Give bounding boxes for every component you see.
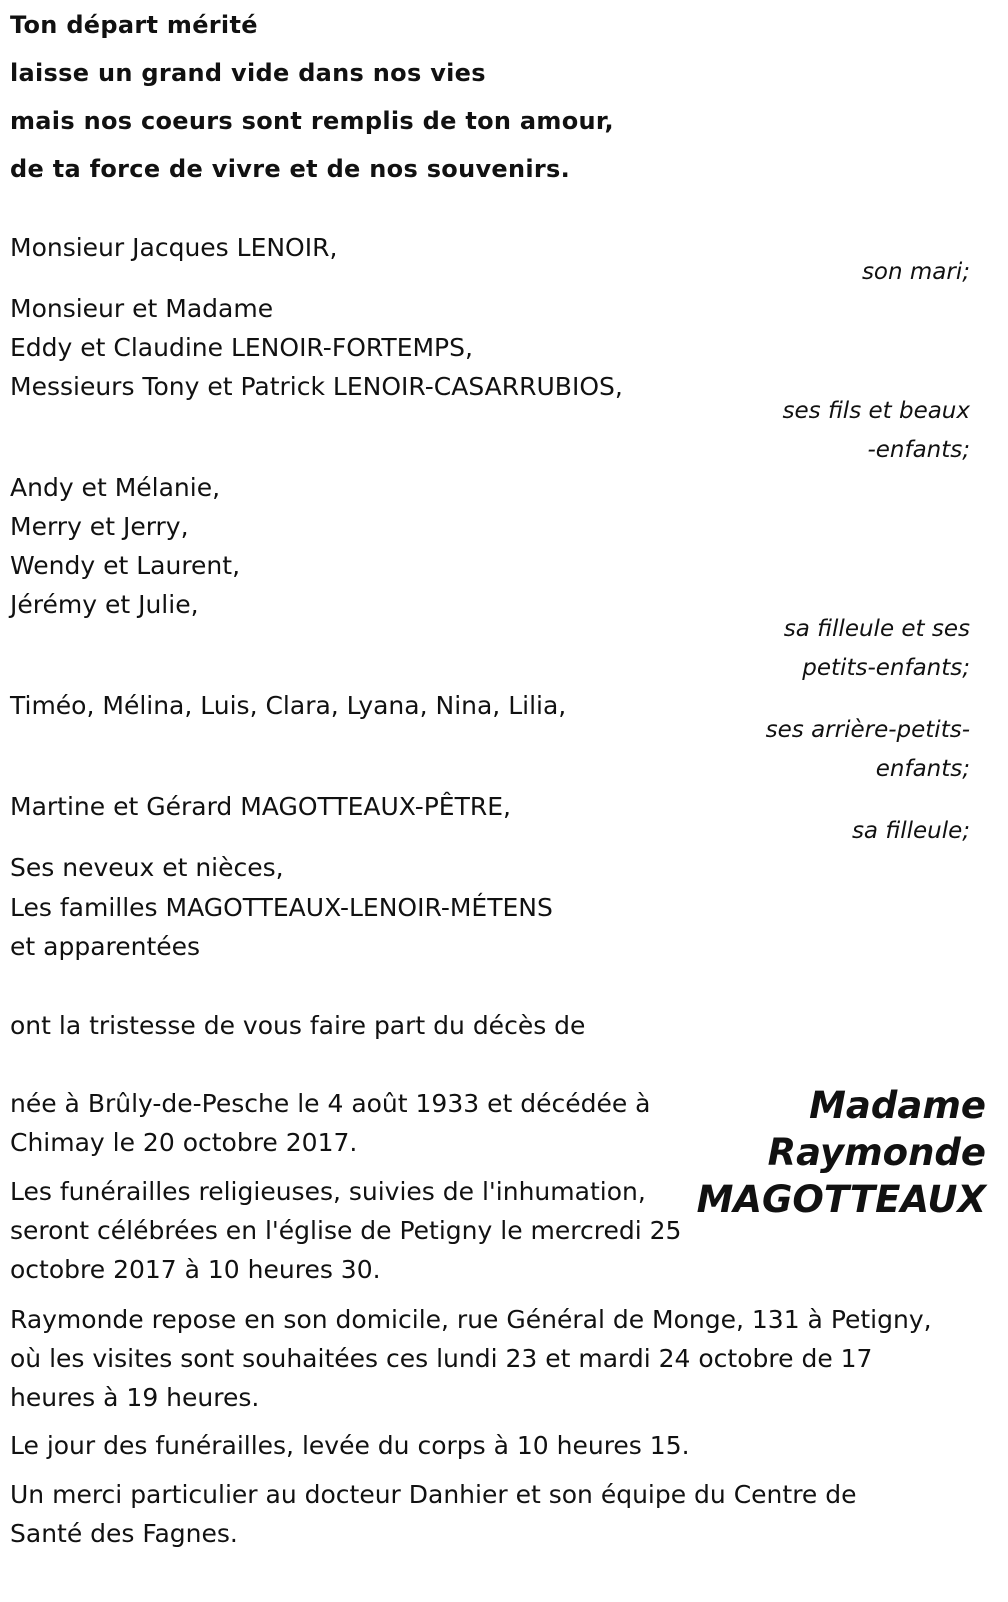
funeral-line: octobre 2017 à 10 heures 30. (10, 1255, 381, 1284)
thanks-line: Santé des Fagnes. (10, 1519, 238, 1548)
relation-goddaughter: sa filleule; (851, 818, 970, 844)
grandchild-line: Wendy et Laurent, (10, 551, 241, 580)
relation-sons: -enfants; (867, 437, 970, 463)
great-grandchildren-line: Timéo, Mélina, Luis, Clara, Lyana, Nina, Lilia, (10, 691, 567, 720)
deceased-name-line: Madame (809, 1084, 986, 1127)
deceased-name-line: MAGOTTEAUX (696, 1178, 986, 1221)
son-line: Messieurs Tony et Patrick LENOIR-CASARRUBIOS, (10, 372, 623, 401)
visits-line: Raymonde repose en son domicile, rue Général de Monge, 131 à Petigny, (10, 1305, 932, 1334)
relation-husband: son mari; (861, 259, 970, 285)
others-line: Ses neveux et nièces, (10, 853, 284, 882)
visits-line: heures à 19 heures. (10, 1383, 260, 1412)
thanks-line: Un merci particulier au docteur Danhier et son équipe du Centre de (10, 1480, 857, 1509)
announcement: ont la tristesse de vous faire part du décès de (10, 1011, 586, 1040)
relation-grandchildren: petits-enfants; (802, 655, 970, 681)
grandchild-line: Andy et Mélanie, (10, 473, 221, 502)
goddaughter-line: Martine et Gérard MAGOTTEAUX-PÊTRE, (10, 792, 511, 821)
others-line: Les familles MAGOTTEAUX-LENOIR-MÉTENS (10, 893, 553, 922)
funeral-line: Les funérailles religieuses, suivies de l'inhumation, (10, 1177, 646, 1206)
visits-line: où les visites sont souhaitées ces lundi 23 et mardi 24 octobre de 17 (10, 1344, 873, 1373)
funeral-line: seront célébrées en l'église de Petigny le mercredi 25 (10, 1216, 682, 1245)
poem-line: laisse un grand vide dans nos vies (10, 59, 486, 87)
son-line: Monsieur et Madame (10, 294, 274, 323)
grandchild-line: Merry et Jerry, (10, 512, 189, 541)
poem-line: mais nos coeurs sont remplis de ton amour, (10, 107, 614, 135)
son-line: Eddy et Claudine LENOIR-FORTEMPS, (10, 333, 473, 362)
birth-death-line: Chimay le 20 octobre 2017. (10, 1128, 358, 1157)
poem-line: de ta force de vivre et de nos souvenirs. (10, 155, 571, 183)
birth-death-line: née à Brûly-de-Pesche le 4 août 1933 et décédée à (10, 1089, 651, 1118)
poem-line: Ton départ mérité (10, 11, 258, 39)
relation-sons: ses fils et beaux (782, 398, 970, 424)
levee-line: Le jour des funérailles, levée du corps à 10 heures 15. (10, 1431, 690, 1460)
relation-great-grandchildren: ses arrière-petits- (765, 717, 970, 743)
husband-name: Monsieur Jacques LENOIR, (10, 233, 338, 262)
deceased-name-line: Raymonde (767, 1131, 986, 1174)
grandchild-line: Jérémy et Julie, (10, 590, 199, 619)
others-line: et apparentées (10, 932, 201, 961)
relation-great-grandchildren: enfants; (875, 756, 970, 782)
relation-grandchildren: sa filleule et ses (783, 616, 970, 642)
